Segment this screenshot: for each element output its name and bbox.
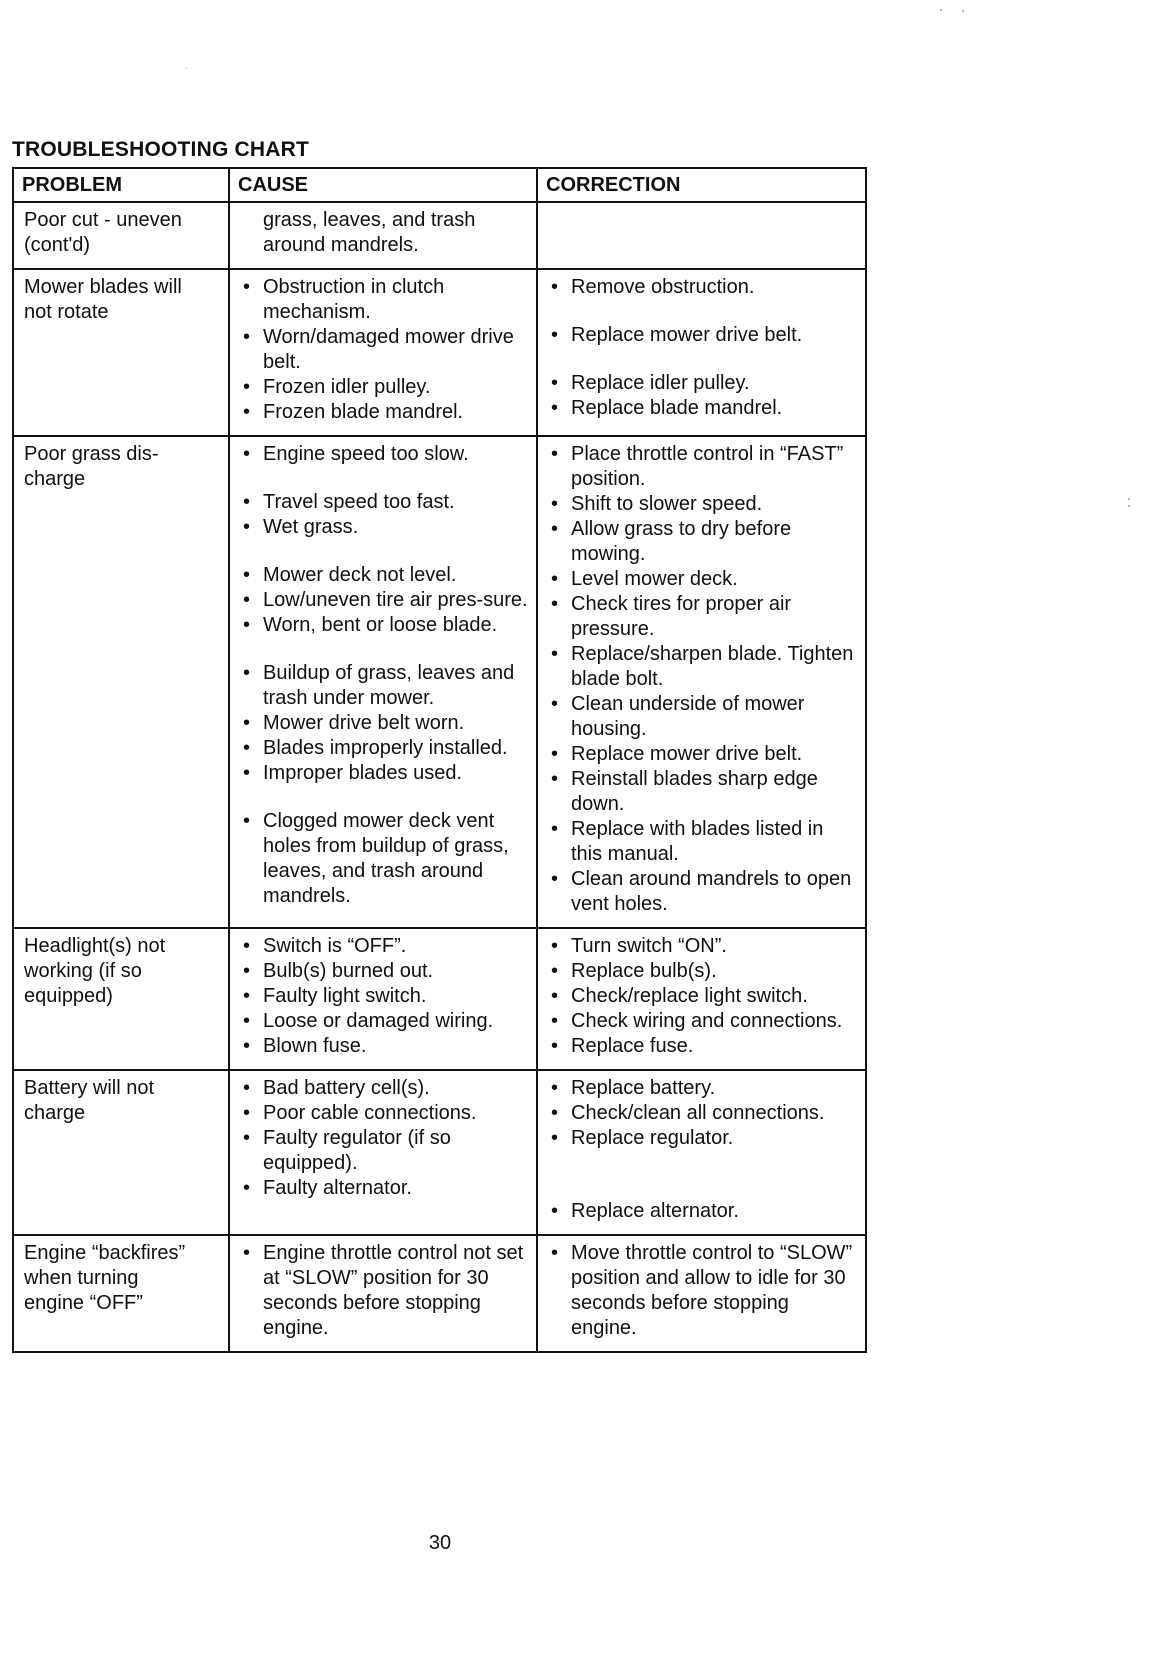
list-item: • Worn, bent or loose blade. — [243, 614, 498, 636]
cause-text: grass, leaves, and trash around mandrels. — [263, 209, 476, 256]
bullet-icon: • — [551, 1102, 559, 1124]
bullet-icon: • — [551, 960, 559, 982]
bullet-icon: • — [243, 516, 251, 538]
list-item: • Replace battery. — [551, 1077, 716, 1099]
bullet-icon: • — [243, 491, 251, 513]
list-item: • Replace/sharpen blade. Tighten blade bolt. — [551, 643, 854, 690]
bullet-icon: • — [243, 662, 251, 684]
bullet-icon: • — [243, 276, 251, 298]
table-row — [13, 928, 866, 1070]
list-item: • Shift to slower speed. — [551, 493, 763, 515]
header-row — [13, 168, 866, 202]
list-item: • Bad battery cell(s). — [243, 1077, 430, 1099]
list-item: • Bulb(s) burned out. — [243, 960, 434, 982]
bullet-icon: • — [243, 737, 251, 759]
list-item: • Engine speed too slow. — [243, 443, 469, 465]
list-item: • Faulty alternator. — [243, 1177, 412, 1199]
list-item: • Obstruction in clutch mechanism. — [243, 276, 445, 323]
correction-cell — [537, 202, 866, 269]
bullet-icon: • — [551, 935, 559, 957]
list-item: • Check/clean all connections. — [551, 1102, 825, 1124]
list-item: • Replace blade mandrel. — [551, 397, 783, 419]
bullet-icon: • — [551, 768, 559, 790]
bullet-icon: • — [243, 326, 251, 348]
problem-cell: Battery will not charge — [13, 1070, 229, 1235]
bullet-icon: • — [551, 643, 559, 665]
bullet-icon: • — [551, 372, 559, 394]
correction-cell — [537, 1235, 866, 1352]
bullet-icon: • — [243, 1102, 251, 1124]
cause-cell — [229, 928, 537, 1070]
list-item: • Switch is “OFF”. — [243, 935, 407, 957]
list-item: • Replace regulator. — [551, 1127, 734, 1149]
bullet-icon: • — [551, 985, 559, 1007]
list-item: • Frozen idler pulley. — [243, 376, 431, 398]
list-item: • Remove obstruction. — [551, 276, 755, 298]
list-item: • Low/uneven tire air pres-sure. — [243, 589, 528, 611]
bullet-icon: • — [551, 1242, 559, 1264]
scan-speck — [940, 9, 942, 11]
bullet-icon: • — [243, 401, 251, 423]
scan-speck — [186, 68, 187, 69]
bullet-icon: • — [243, 376, 251, 398]
bullet-icon: • — [243, 1077, 251, 1099]
table-row — [13, 1235, 866, 1352]
list-item: • Engine throttle control not set at “SLOW” position for 30 seconds before stopping engine. — [243, 1242, 524, 1339]
bullet-icon: • — [243, 589, 251, 611]
list-item: • Move throttle control to “SLOW” position and allow to idle for 30 seconds before stopping engine. — [551, 1242, 853, 1339]
list-item: • Frozen blade mandrel. — [243, 401, 464, 423]
header-problem: PROBLEM — [13, 168, 229, 202]
list-item: • Clogged mower deck vent holes from buildup of grass, leaves, and trash around mandrels. — [243, 810, 509, 907]
bullet-icon: • — [243, 985, 251, 1007]
list-item: • Loose or damaged wiring. — [243, 1010, 494, 1032]
list-item: • Replace fuse. — [551, 1035, 694, 1057]
bullet-icon: • — [243, 564, 251, 586]
list-item: • Travel speed too fast. — [243, 491, 455, 513]
list-item: • Faulty light switch. — [243, 985, 427, 1007]
bullet-icon: • — [551, 324, 559, 346]
list-item: • Replace idler pulley. — [551, 372, 750, 394]
bullet-icon: • — [551, 1200, 559, 1222]
bullet-icon: • — [243, 1127, 251, 1149]
bullet-icon: • — [551, 743, 559, 765]
bullet-icon: • — [243, 762, 251, 784]
bullet-icon: • — [551, 276, 559, 298]
bullet-icon: • — [551, 443, 559, 465]
list-item: • Improper blades used. — [243, 762, 463, 784]
list-item: • Replace alternator. — [551, 1200, 739, 1222]
bullet-icon: • — [243, 1035, 251, 1057]
list-item: • Poor cable connections. — [243, 1102, 477, 1124]
correction-cell — [537, 436, 866, 928]
bullet-icon: • — [243, 1242, 251, 1264]
list-item: • Blades improperly installed. — [243, 737, 508, 759]
bullet-icon: • — [551, 868, 559, 890]
list-item: • Buildup of grass, leaves and trash under mower. — [243, 662, 515, 709]
table-row — [13, 436, 866, 928]
list-item: • Reinstall blades sharp edge down. — [551, 768, 818, 815]
bullet-icon: • — [243, 1177, 251, 1199]
troubleshooting-table — [12, 167, 867, 1353]
problem-cell: Mower blades will not rotate — [13, 269, 229, 436]
table-row — [13, 269, 866, 436]
page-title: TROUBLESHOOTING CHART — [12, 138, 310, 161]
table-row — [13, 1070, 866, 1235]
list-item: • Allow grass to dry before mowing. — [551, 518, 792, 565]
bullet-icon: • — [551, 593, 559, 615]
cause-cell — [229, 202, 537, 269]
bullet-icon: • — [243, 1010, 251, 1032]
scan-speck — [1128, 498, 1130, 500]
header-cause: CAUSE — [229, 168, 537, 202]
list-item: • Replace mower drive belt. — [551, 743, 803, 765]
bullet-icon: • — [551, 1127, 559, 1149]
table-row — [13, 202, 866, 269]
header-correction: CORRECTION — [537, 168, 866, 202]
list-item: • Mower deck not level. — [243, 564, 457, 586]
bullet-icon: • — [551, 397, 559, 419]
list-item: • Level mower deck. — [551, 568, 738, 590]
correction-cell — [537, 269, 866, 436]
problem-cell: Engine “backfires” when turning engine “OFF” — [13, 1235, 229, 1352]
list-item: • Replace with blades listed in this manual. — [551, 818, 824, 865]
cause-cell — [229, 1235, 537, 1352]
list-item: • Mower drive belt worn. — [243, 712, 465, 734]
bullet-icon: • — [551, 493, 559, 515]
correction-cell — [537, 928, 866, 1070]
bullet-icon: • — [551, 693, 559, 715]
bullet-icon: • — [551, 1035, 559, 1057]
list-item: • Place throttle control in “FAST” position. — [551, 443, 844, 490]
bullet-icon: • — [243, 960, 251, 982]
list-item: • Check wiring and connections. — [551, 1010, 843, 1032]
problem-cell: Poor grass dis- charge — [13, 436, 229, 928]
cause-cell — [229, 269, 537, 436]
bullet-icon: • — [243, 614, 251, 636]
bullet-icon: • — [551, 518, 559, 540]
page-number: 30 — [428, 1532, 452, 1554]
list-item: • Turn switch “ON”. — [551, 935, 727, 957]
correction-cell — [537, 1070, 866, 1235]
cause-cell — [229, 1070, 537, 1235]
bullet-icon: • — [243, 810, 251, 832]
list-item: • Blown fuse. — [243, 1035, 367, 1057]
list-item: • Check/replace light switch. — [551, 985, 808, 1007]
scan-speck — [1128, 505, 1130, 507]
list-item: • Worn/damaged mower drive belt. — [243, 326, 514, 373]
list-item: • Replace mower drive belt. — [551, 324, 803, 346]
bullet-icon: • — [243, 443, 251, 465]
bullet-icon: • — [243, 712, 251, 734]
bullet-icon: • — [243, 935, 251, 957]
scan-speck — [962, 10, 964, 12]
list-item: • Wet grass. — [243, 516, 359, 538]
bullet-icon: • — [551, 1010, 559, 1032]
list-item: • Clean underside of mower housing. — [551, 693, 805, 740]
cause-cell — [229, 436, 537, 928]
list-item: • Faulty regulator (if so equipped). — [243, 1127, 451, 1174]
problem-cell: Headlight(s) not working (if so equipped) — [13, 928, 229, 1070]
problem-cell: Poor cut - uneven (cont'd) — [13, 202, 229, 269]
list-item: • Check tires for proper air pressure. — [551, 593, 792, 640]
bullet-icon: • — [551, 1077, 559, 1099]
list-item: • Replace bulb(s). — [551, 960, 717, 982]
bullet-icon: • — [551, 818, 559, 840]
bullet-icon: • — [551, 568, 559, 590]
list-item: • Clean around mandrels to open vent holes. — [551, 868, 852, 915]
